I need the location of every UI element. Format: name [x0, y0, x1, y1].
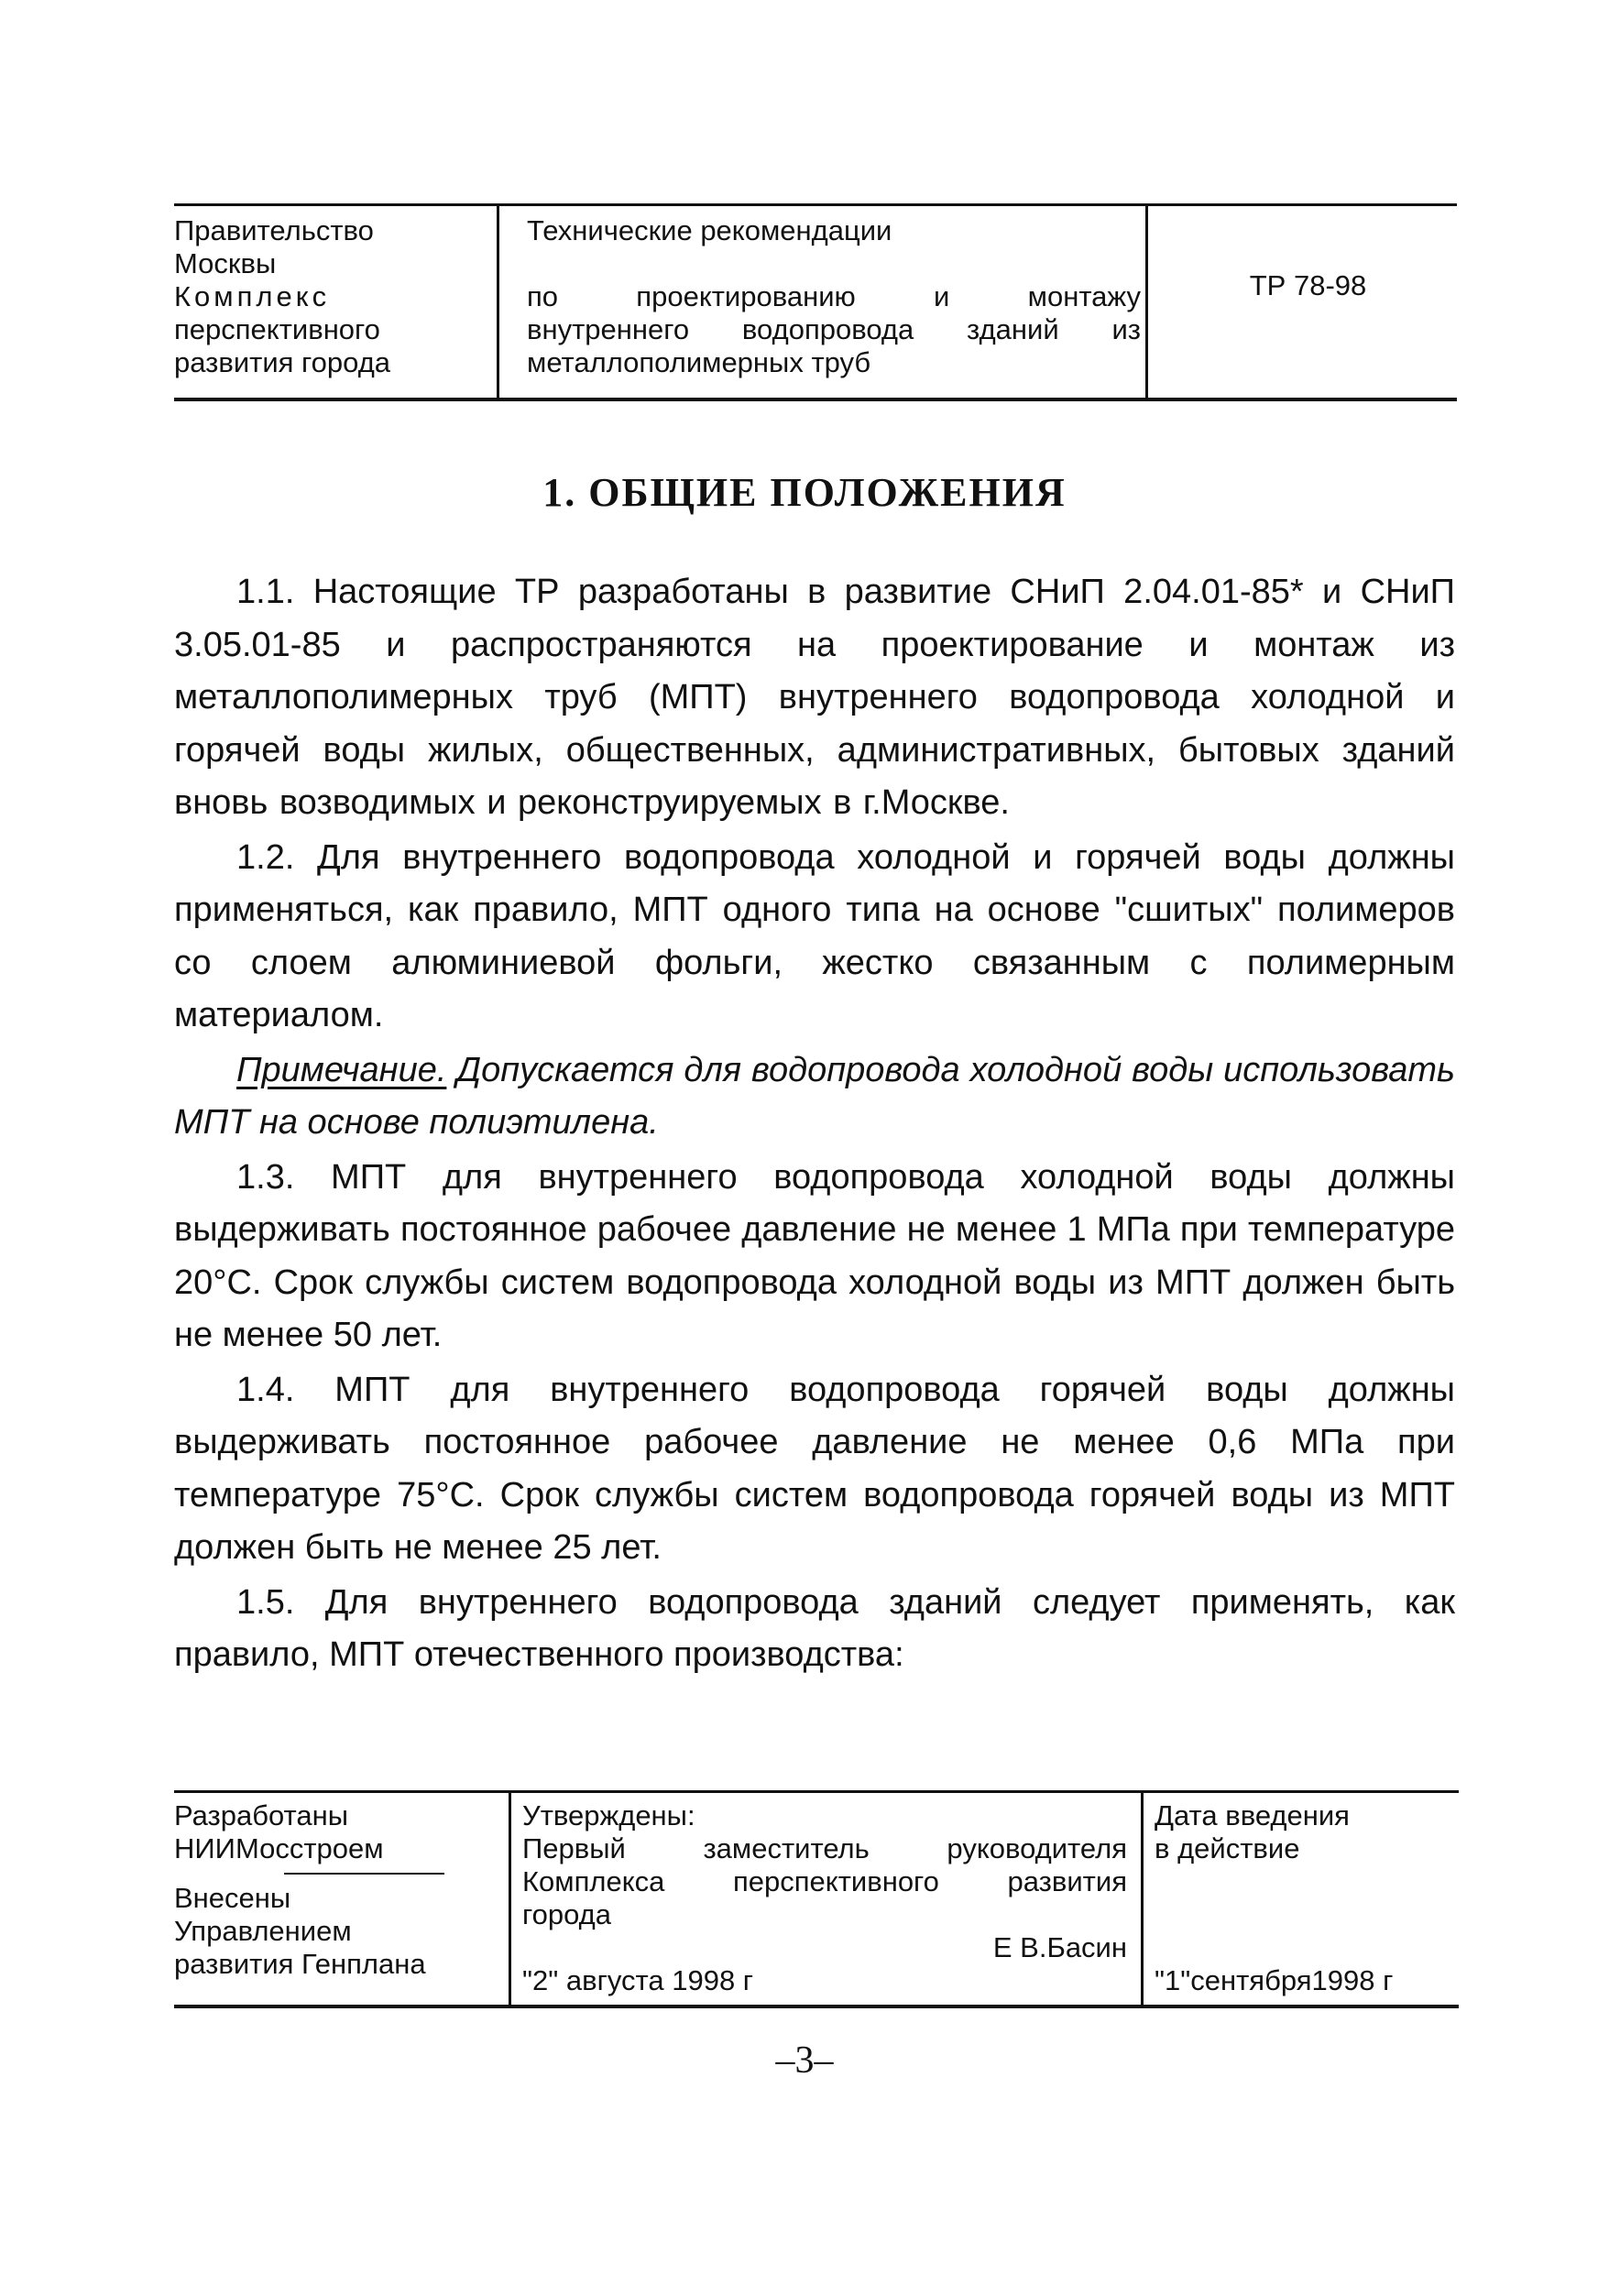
note-text: Допускается для водопровода холодной воды использовать МПТ на основе полиэтилена.: [174, 1050, 1455, 1142]
section-heading: 1. ОБЩИЕ ПОЛОЖЕНИЯ: [542, 470, 1067, 515]
developed-line-1: Разработаны: [174, 1799, 349, 1831]
title-line-3: внутреннего водопровода зданий из: [527, 313, 1141, 345]
effective-date: "1"сентября1998 г: [1155, 1964, 1394, 1996]
footer-approved-by: [522, 1799, 1127, 1997]
header-document-title: [527, 214, 1141, 379]
footer-divider-2: [1141, 1793, 1144, 2005]
header-divider-1: [497, 206, 499, 398]
approved-line-3: Комплекса перспективного развития: [522, 1865, 1127, 1897]
developed-line-4: Управлением: [174, 1915, 352, 1947]
footer-top-rule: [174, 1790, 1459, 1793]
header-bottom-rule: [174, 398, 1457, 401]
page-number: –3–: [775, 2039, 834, 2082]
approved-line-1: Утверждены:: [522, 1799, 695, 1831]
footer-short-rule: [284, 1873, 444, 1875]
footer-effective-date: [1155, 1799, 1459, 1997]
org-line-5: развития города: [174, 346, 391, 378]
note-paragraph: [174, 1044, 1455, 1150]
paragraph-1-3: 1.3. МПТ для внутреннего водопровода холодной воды должны выдерживать постоянное рабочее давление не менее 1 МПа при температуре 20°С. Срок службы систем водопровода холодной воды из МПТ должен быть не менее 50 лет.: [174, 1157, 1455, 1354]
footer-divider-1: [509, 1793, 511, 2005]
org-line-3: Комплекс: [174, 280, 331, 312]
paragraph-1-4: 1.4. МПТ для внутреннего водопровода горячей воды должны выдерживать постоянное рабочее давление не менее 0,6 МПа при температуре 75°С. Срок службы систем водопровода горячей воды из МПТ должен быть не менее 25 лет.: [174, 1370, 1455, 1567]
approved-date: "2" августа 1998 г: [522, 1964, 754, 1996]
header-top-rule: [174, 203, 1457, 206]
note-label: Примечание.: [236, 1050, 447, 1089]
header-organization: [174, 214, 490, 379]
developed-line-3: Внесены: [174, 1882, 291, 1914]
title-line-1: Технические рекомендации: [527, 214, 892, 246]
footer-developed-by: [174, 1799, 499, 1981]
org-line-2: Москвы: [174, 247, 277, 279]
paragraph-1-2: 1.2. Для внутреннего водопровода холодной и горячей воды должны применяться, как правило, МПТ одного типа на основе "сшитых" полимеров со слоем алюминиевой фольги, жестко связанным с полимерным материалом.: [174, 837, 1455, 1034]
footer-bottom-rule: [174, 2005, 1459, 2008]
org-line-1: Правительство: [174, 214, 374, 246]
developed-line-2: НИИМосстроем: [174, 1832, 384, 1864]
title-line-2: по проектированию и монтажу: [527, 280, 1141, 312]
effective-line-1: Дата введения: [1155, 1799, 1350, 1831]
document-footer: [174, 1790, 1459, 2008]
developed-line-5: развития Генплана: [174, 1948, 426, 1980]
effective-line-2: в действие: [1155, 1832, 1300, 1864]
document-code: ТР 78-98: [1249, 269, 1367, 301]
paragraph-1-1: 1.1. Настоящие ТР разработаны в развитие СНиП 2.04.01-85* и СНиП 3.05.01-85 и распространяются на проектирование и монтаж из металлополимерных труб (МПТ) внутреннего водопровода холодной и горячей воды жилых, общественных, административных, бытовых зданий вновь возводимых и реконструируемых в г.Москве.: [174, 573, 1455, 822]
title-line-4: металлополимерных труб: [527, 346, 871, 378]
document-header: [174, 203, 1457, 401]
approved-line-4: города: [522, 1898, 611, 1930]
body-text: [174, 566, 1455, 1682]
paragraph-1-5: 1.5. Для внутреннего водопровода зданий следует применять, как правило, МПТ отечественного производства:: [174, 1582, 1455, 1674]
approved-line-2: Первый заместитель руководителя: [522, 1832, 1127, 1864]
header-divider-2: [1145, 206, 1148, 398]
approved-signer: Е В.Басин: [992, 1931, 1127, 1963]
org-line-4: перспективного: [174, 313, 380, 345]
